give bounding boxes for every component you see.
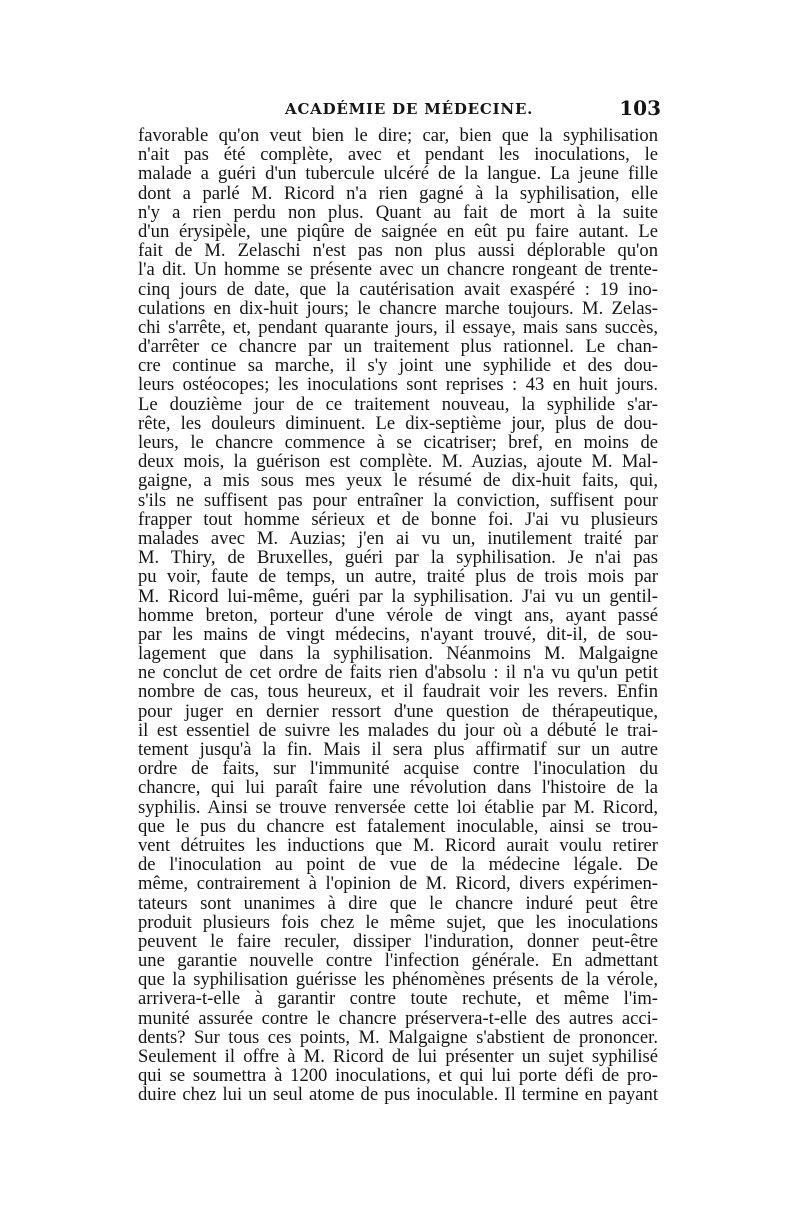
- text-line: s'ils ne suffisent pas pour entraîner la conviction, suffisent pour: [138, 489, 658, 511]
- text-line: favorable qu'on veut bien le dire; car, bien que la syphilisation: [138, 125, 658, 146]
- page-number: 103: [619, 96, 661, 120]
- text-line: homme breton, porteur d'une vérole de vingt ans, ayant passé: [138, 604, 658, 626]
- text-line: ordre de faits, sur l'immunité acquise contre l'inoculation du: [138, 758, 658, 780]
- text-line: il est essentiel de suivre les malades du jour où a débuté le trai-: [138, 719, 658, 741]
- text-line: vent détruites les inductions que M. Ricord aurait voulu retirer: [138, 834, 658, 856]
- text-line: de l'inoculation au point de vue de la médecine légale. De: [138, 854, 658, 876]
- text-line: fait de M. Zelaschi n'est pas non plus aussi déplorable qu'on: [138, 240, 658, 262]
- page-header: [135, 96, 665, 126]
- running-head: ACADÉMIE DE MÉDECINE.: [285, 100, 534, 118]
- text-line: pu voir, faute de temps, un autre, traité plus de trois mois par: [138, 566, 658, 588]
- text-line: rête, les douleurs diminuent. Le dix-septième jour, plus de dou-: [138, 412, 658, 434]
- text-line: par les mains de vingt médecins, n'ayant trouvé, dit-il, de sou-: [138, 623, 658, 645]
- text-line: munité assurée contre le chancre préservera-t-elle des autres acci-: [138, 1007, 658, 1029]
- text-line: d'arrêter ce chancre par un traitement plus rationnel. Le chan-: [138, 336, 658, 358]
- text-line: tement jusqu'à la fin. Mais il sera plus affirmatif sur un autre: [138, 739, 658, 760]
- text-line: nombre de cas, tous heureux, et il faudrait voir les revers. Enfin: [138, 681, 658, 703]
- text-line: arrivera-t-elle à garantir contre toute rechute, et même l'im-: [138, 988, 658, 1010]
- text-line: que la syphilisation guérisse les phénomènes présents de la vérole,: [138, 969, 658, 991]
- text-line: cinq jours de date, que la cautérisation avait exaspéré : 19 ino-: [138, 278, 658, 300]
- text-line: chi s'arrête, et, pendant quarante jours, il essaye, mais sans succès,: [138, 316, 658, 338]
- text-line: chancre, qui lui paraît faire une révolution dans l'histoire de la: [138, 777, 658, 799]
- text-line: même, contrairement à l'opinion de M. Ricord, divers expérimen-: [138, 873, 658, 895]
- text-line: Seulement il offre à M. Ricord de lui présenter un sujet syphilisé: [138, 1046, 658, 1067]
- text-line: M. Thiry, de Bruxelles, guéri par la syphilisation. Je n'ai pas: [138, 547, 658, 569]
- text-line: peuvent le faire reculer, dissiper l'induration, donner peut-être: [138, 930, 658, 952]
- text-line: duire chez lui un seul atome de pus inoculable. Il termine en payant: [138, 1084, 658, 1106]
- text-line: d'un érysipèle, une piqûre de saignée en eût pu faire autant. Le: [138, 220, 658, 242]
- text-line: une garantie nouvelle contre l'infection générale. En admettant: [138, 950, 658, 972]
- text-line: malade a guéri d'un tubercule ulcéré de la langue. La jeune fille: [138, 163, 658, 185]
- text-line: frapper tout homme sérieux et de bonne foi. J'ai vu plusieurs: [138, 508, 658, 530]
- text-line: M. Ricord lui-même, guéri par la syphilisation. J'ai vu un gentil-: [138, 585, 658, 607]
- text-line: gaigne, a mis sous mes yeux le résumé de dix-huit faits, qui,: [138, 470, 658, 492]
- text-line: l'a dit. Un homme se présente avec un chancre rongeant de trente-: [138, 259, 658, 281]
- text-line: lagement que dans la syphilisation. Néanmoins M. Malgaigne: [138, 643, 658, 665]
- text-line: ne conclut de cet ordre de faits rien d'absolu : il n'a vu qu'un petit: [138, 662, 658, 684]
- text-line: n'y a rien perdu non plus. Quant au fait de mort à la suite: [138, 201, 658, 223]
- text-line: tateurs sont unanimes à dire que le chancre induré peut être: [138, 892, 658, 914]
- text-line: deux mois, la guérison est complète. M. Auzias, ajoute M. Mal-: [138, 451, 658, 473]
- text-line: culations en dix-huit jours; le chancre marche toujours. M. Zelas-: [138, 297, 658, 319]
- text-line: leurs, le chancre commence à se cicatriser; bref, en moins de: [138, 432, 658, 453]
- text-line: n'ait pas été complète, avec et pendant les inoculations, le: [138, 144, 658, 166]
- text-line: Le douzième jour de ce traitement nouveau, la syphilide s'ar-: [138, 393, 658, 415]
- text-line: cre continue sa marche, il s'y joint une syphilide et des dou-: [138, 355, 658, 377]
- body-text: [138, 126, 658, 1105]
- text-line: malades avec M. Auzias; j'en ai vu un, inutilement traité par: [138, 527, 658, 549]
- text-line: dont a parlé M. Ricord n'a rien gagné à la syphilisation, elle: [138, 182, 658, 204]
- text-line: syphilis. Ainsi se trouve renversée cette loi établie par M. Ricord,: [138, 796, 658, 818]
- text-line: leurs ostéocopes; les inoculations sont reprises : 43 en huit jours.: [138, 374, 658, 396]
- text-line: produit plusieurs fois chez le même sujet, que les inoculations: [138, 911, 658, 933]
- text-line: pour juger en dernier ressort d'une question de thérapeutique,: [138, 700, 658, 722]
- text-line: qui se soumettra à 1200 inoculations, et qui lui porte défi de pro-: [138, 1065, 658, 1087]
- text-line: que le pus du chancre est fatalement inoculable, ainsi se trou-: [138, 815, 658, 837]
- text-line: dents? Sur tous ces points, M. Malgaigne s'abstient de prononcer.: [138, 1026, 658, 1048]
